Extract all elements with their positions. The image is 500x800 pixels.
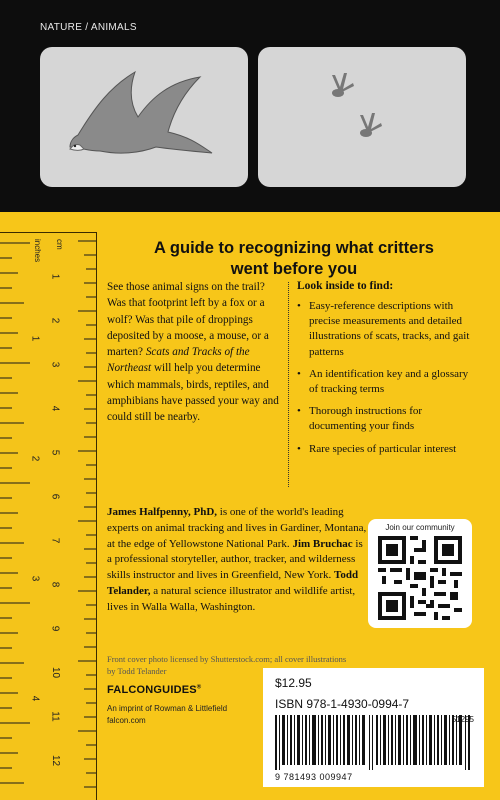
price-code: 51295 [451,715,474,724]
publisher-imprint: An imprint of Rowman & Littlefield [107,704,228,713]
ruler-cm-number: 8 [49,581,61,588]
eagle-illustration-panel [40,47,248,187]
qr-code-box[interactable] [368,519,472,628]
look-inside-heading: Look inside to find: [297,280,394,292]
top-black-band [0,0,500,212]
ruler-ticks [0,233,96,800]
bird-tracks-illustration [258,47,466,187]
tracks-illustration-panel [258,47,466,187]
photo-credit-line-2: by Todd Telander [107,666,167,676]
photo-credit-line-1: Front cover photo licensed by Shutterstock.com; all cover illustrations [107,654,347,664]
publisher-website[interactable]: falcon.com [107,716,146,725]
barcode-digits: 9 781493 009947 [275,772,353,782]
author-bio-2: is a professional storyteller, author, tracker, and wilderness skills instructor and lives in Greenfield, New York. [107,537,363,582]
ruler-cm-label: cm [55,239,64,250]
ruler-inch-number: 1 [29,335,41,342]
author-bio-3: a natural science illustrator and wildlife artist, lives in Walla Walla, Washington. [107,584,356,613]
ruler-cm-number: 5 [49,449,61,456]
headline-line-1: A guide to recognizing what critters [154,239,434,257]
ruler-cm-number: 4 [49,405,61,412]
publisher-logo [107,684,201,696]
ruler-cm-number: 12 [50,754,62,767]
ruler-cm-number: 6 [49,493,61,500]
author-bios [107,505,367,616]
author-name-3: Todd Telander, [107,569,359,597]
category-label: NATURE / ANIMALS [40,22,137,33]
headline-line-2: went before you [230,260,358,278]
ruler-cm-number: 1 [49,273,61,280]
author-name-2: Jim Bruchac [292,537,353,550]
author-bio-1: is one of the world's leading experts on animal tracking and lives in Gardiner, Montana, at the edge of Yellowstone National Park. [107,506,367,550]
look-inside-list [297,299,479,464]
ruler-inch-number: 3 [29,575,41,582]
headline [108,238,480,280]
list-item: • Rare species of particular interest [297,442,479,457]
ruler-cm-number: 2 [49,317,61,324]
barcode-box [263,668,484,787]
column-divider [288,282,289,487]
qr-code[interactable] [378,536,462,620]
ruler-inches-label: inches [33,239,42,263]
ruler-inch-number: 2 [29,455,41,462]
list-item: • An identification key and a glossary of tracking terms [297,367,479,397]
ruler-cm-number: 9 [49,625,61,632]
intro-text-1: See those animal signs on the trail? Was that footprint left by a fox or a wolf? Was that pile of droppings deposited by a moose, a mouse, or a marten? [107,281,269,359]
list-item: • Thorough instructions for documenting your finds [297,404,479,434]
intro-paragraph [107,279,285,426]
eagle-illustration [40,47,248,187]
price-label: $12.95 [275,676,312,690]
author-name-1: James Halfpenny, PhD, [107,506,218,518]
ruler-cm-number: 11 [49,711,61,722]
barcode-image [275,715,471,770]
book-title-italic: Scats and Tracks of the Northeast [107,346,250,375]
registered-mark: ® [196,684,202,691]
ruler-cm-number: 10 [50,666,62,679]
publisher-logo-text: FALCONGUIDES [107,684,197,696]
ruler-cm-number: 3 [49,361,61,368]
isbn-label: ISBN 978-1-4930-0994-7 [275,697,410,711]
ruler-strip [0,232,97,800]
ruler-inch-number: 4 [29,695,41,702]
intro-text-2: will help you determine which mammals, birds, reptiles, and amphibians have passed your way and could still be nearby. [107,362,279,424]
list-item: • Easy-reference descriptions with precise measurements and detailed illustrations of scats, tracks, and gait patterns [297,299,479,360]
join-community-label: Join our community [385,523,455,532]
ruler-cm-number: 7 [49,537,61,544]
